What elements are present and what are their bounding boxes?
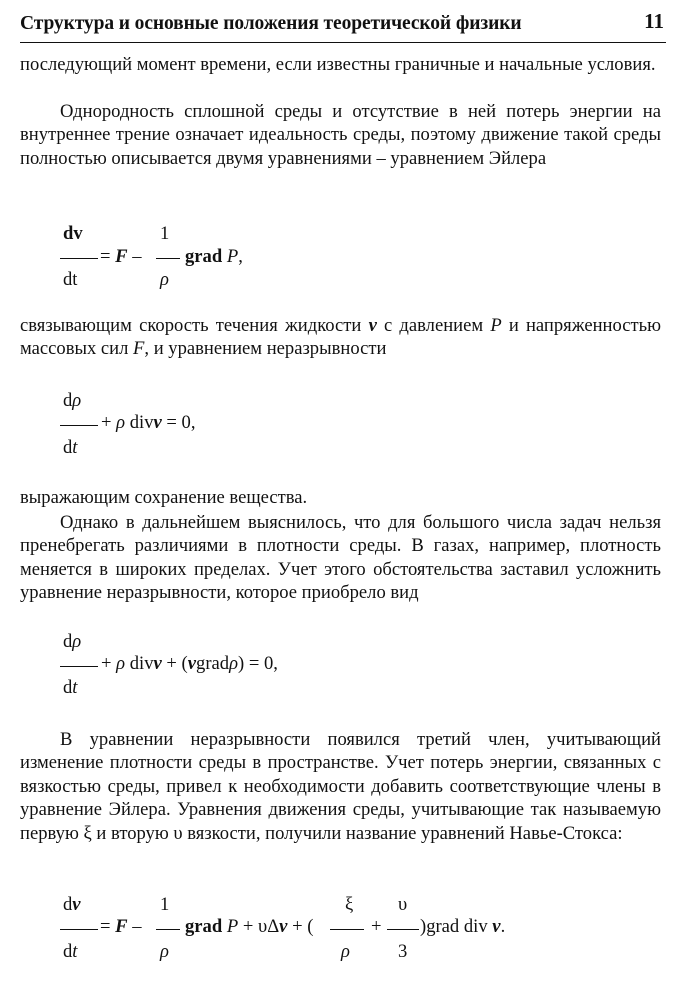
eq1-equals-F: = F – [100,246,142,267]
page-number: 11 [644,9,664,33]
paragraph-6: В уравнении неразрывности появился третий член, учитывающий изменение плотности среды в пространстве. Учет потерь энергии, связанных с вязкостью среды, привел к необходимости добавить соответствующие члены в уравнение Эйлера. Уравнения движения среды, учитывающие так называемую первую ξ и вторую υ вязкости, получили название уравнений Навье-Стокса: [20,729,661,844]
paragraph-2: Однородность сплошной среды и отсутствие в ней потерь энергии на внутреннее трение означает идеальность среды, поэтому движение такой среды полностью описывается двумя уравнениями – уравнением Эйлера [20,101,661,169]
eq1-fraction-bar [60,258,98,259]
eq4-fraction-bar [60,929,98,930]
eq3-numerator: dρ [63,631,82,652]
eq3-fraction-bar [60,666,98,667]
eq4-numerator: dv [63,894,81,915]
eq4-equals-F: = F – [100,916,142,937]
eq4-rho: ρ [160,941,169,962]
eq4-three: 3 [398,941,408,962]
eq2-fraction-bar [60,425,98,426]
eq1-numerator: dv [63,223,83,244]
eq4-xi: ξ [345,894,354,915]
paragraph-3: связывающим скорость течения жидкости v с давлением P и напряженностью массовых сил F, и уравнением неразрывности [20,315,661,360]
eq4-denominator: dt [63,941,78,962]
eq1-rho: ρ [160,269,169,290]
eq4-upsilon: υ [398,894,408,915]
eq4-plus: + [371,916,382,937]
eq1-fraction-bar-2 [156,258,180,259]
eq4-fraction-bar-4 [387,929,419,930]
eq2-denominator: dt [63,437,78,458]
eq4-fraction-bar-3 [330,929,364,930]
eq2-tail: + ρ divv = 0, [101,412,196,433]
eq4-fraction-bar-2 [156,929,180,930]
eq1-grad-P: grad P, [185,246,243,267]
paragraph-1: последующий момент времени, если известны граничные и начальные условия. [20,54,656,75]
running-title: Структура и основные положения теоретической физики [20,13,522,34]
eq1-one: 1 [160,223,170,244]
eq2-numerator: dρ [63,390,82,411]
page-header [20,6,666,43]
eq3-denominator: dt [63,677,78,698]
eq4-one: 1 [160,894,170,915]
eq3-tail: + ρ divv + (vgradρ) = 0, [101,653,278,674]
paragraph-5: Однако в дальнейшем выяснилось, что для большого числа задач нельзя пренебрегать различиями в плотности среды. В газах, например, плотность меняется в широких пределах. Учет этого обстоятельства заставил усложнить уравнение неразрывности, которое приобрело вид [20,512,661,604]
paragraph-4: выражающим сохранение вещества. [20,487,308,508]
eq4-rho2: ρ [341,941,350,962]
eq4-middle: grad P + υΔv + ( [185,916,314,937]
eq1-denominator: dt [63,269,78,290]
eq4-tail: )grad div v. [420,916,506,937]
